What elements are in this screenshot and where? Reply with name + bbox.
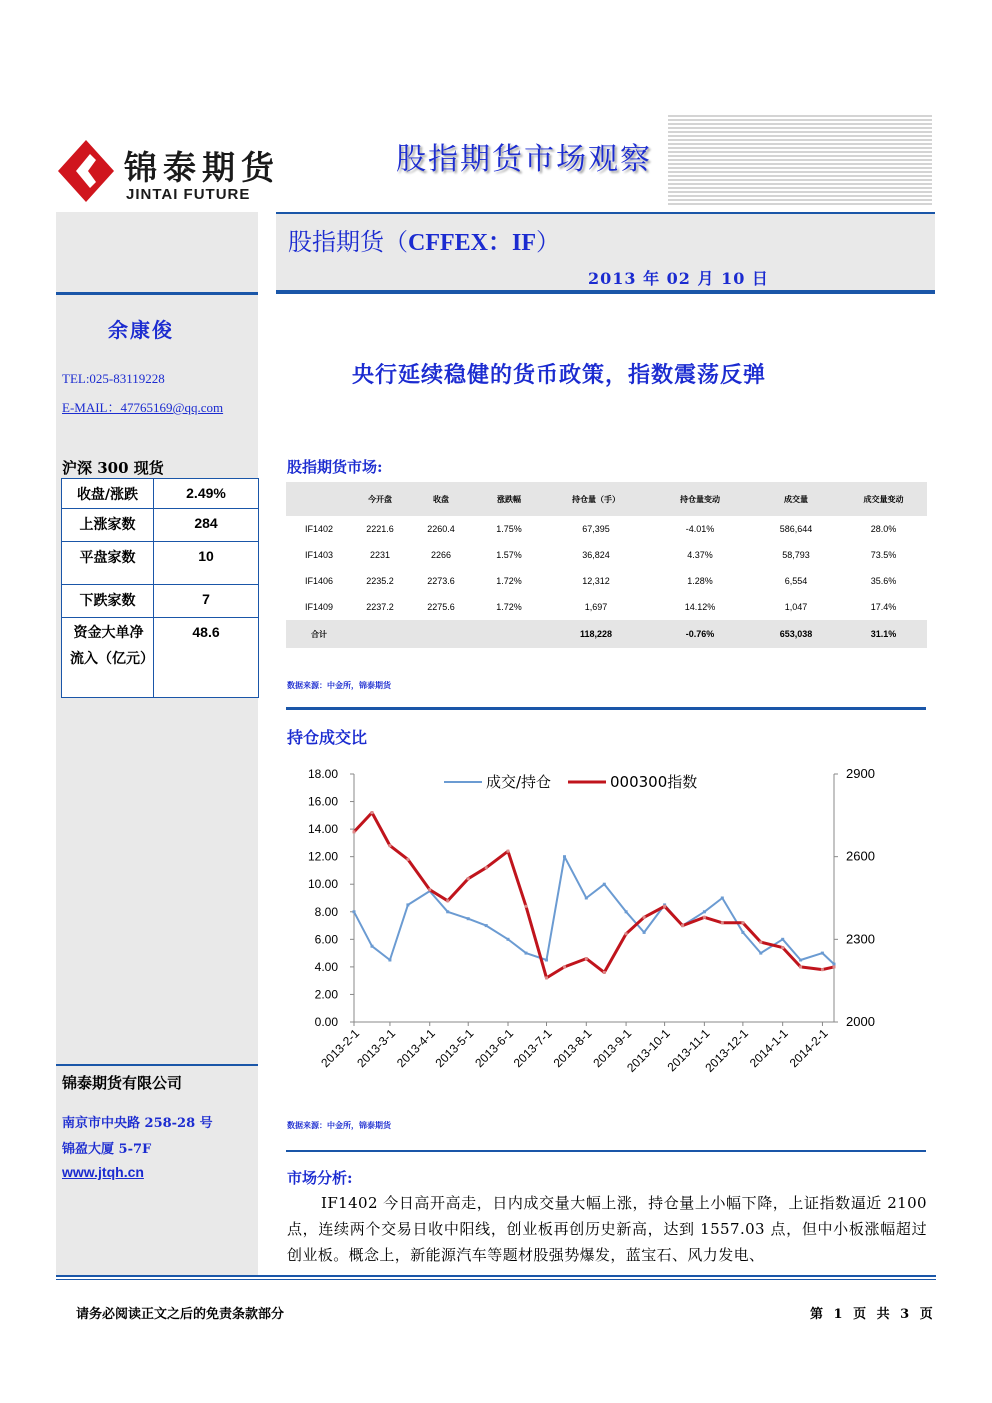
report-title: 股指期货市场观察 — [396, 142, 652, 177]
market-section-title: 股指期货市场: — [287, 458, 383, 476]
table-cell: 1.28% — [687, 576, 713, 586]
y-tick-label-left: 4.00 — [314, 959, 338, 974]
series-line — [354, 857, 834, 964]
spot-market-table — [61, 478, 259, 698]
table-cell — [474, 620, 544, 648]
sidebar-divider — [56, 292, 258, 295]
spot-label: 资金大单净流入（亿元） — [62, 618, 154, 698]
chart-title: 持仓成交比 — [287, 728, 368, 747]
table-cell: 35.6% — [870, 576, 897, 586]
table-cell: 2266 — [430, 550, 452, 560]
data-point — [371, 945, 374, 948]
table-cell: 118,228 — [544, 620, 648, 648]
table-row — [286, 568, 927, 594]
spot-value: 7 — [154, 585, 259, 618]
table-row — [62, 509, 259, 542]
table-row — [62, 618, 259, 698]
spot-value: 2.49% — [154, 479, 259, 509]
column-header: 今开盘 — [352, 482, 408, 516]
section-divider — [286, 707, 926, 710]
decorative-stripes — [668, 115, 932, 207]
table-cell: 2260.4 — [427, 524, 455, 534]
x-tick-label: 2013-5-1 — [432, 1026, 477, 1071]
data-point — [485, 924, 488, 927]
y-tick-label-left: 8.00 — [314, 904, 338, 919]
data-point — [643, 916, 646, 919]
spot-market-title: 沪深 300 现货 — [62, 459, 164, 477]
x-tick-label: 2013-11-1 — [664, 1026, 713, 1075]
data-point — [585, 897, 588, 900]
footer-divider — [56, 1275, 936, 1277]
spot-label: 上涨家数 — [62, 509, 154, 542]
y-tick-label-left: 2.00 — [314, 987, 338, 1002]
x-tick-label: 2013-7-1 — [510, 1026, 555, 1071]
table-cell: 36,824 — [582, 550, 610, 560]
table-cell: 1.72% — [496, 576, 522, 586]
table-cell: 58,793 — [782, 550, 810, 560]
data-point — [681, 924, 684, 927]
section-name-prefix: 股指期货（ — [288, 228, 408, 256]
data-point — [563, 855, 566, 858]
data-point — [663, 905, 666, 908]
sidebar-divider — [56, 1064, 258, 1066]
table-cell: 1,047 — [784, 602, 808, 612]
table-cell: 31.1% — [840, 620, 927, 648]
x-tick-label: 2013-2-1 — [318, 1026, 363, 1071]
spot-label: 下跌家数 — [62, 585, 154, 618]
table-cell: 653,038 — [752, 620, 840, 648]
y-tick-label-right: 2900 — [846, 766, 875, 781]
section-code: CFFEX：IF — [408, 230, 536, 256]
data-point — [759, 941, 762, 944]
table-cell: IF1406 — [304, 576, 334, 586]
section-name — [288, 222, 560, 257]
author-phone: TEL:025-83119228 — [62, 371, 165, 386]
y-tick-label-left: 10.00 — [307, 877, 338, 892]
data-point — [525, 905, 528, 908]
data-point — [603, 971, 606, 974]
data-point — [833, 963, 836, 966]
data-point — [525, 952, 528, 955]
data-point — [603, 883, 606, 886]
data-point — [563, 965, 566, 968]
data-point — [703, 916, 706, 919]
data-point — [428, 888, 431, 891]
table-cell: 17.4% — [870, 602, 897, 612]
x-tick-label: 2014-2-1 — [786, 1026, 831, 1071]
spot-label: 平盘家数 — [62, 542, 154, 585]
data-point — [741, 921, 744, 924]
data-point — [507, 850, 510, 853]
data-point — [353, 830, 356, 833]
data-point — [721, 921, 724, 924]
y-tick-label-left: 12.00 — [307, 849, 338, 864]
table-cell: 1.75% — [496, 524, 522, 534]
table-cell: 73.5% — [870, 550, 897, 560]
table-row — [286, 594, 927, 620]
table-cell: 1.57% — [496, 550, 522, 560]
data-point — [446, 899, 449, 902]
chart-axes — [308, 766, 875, 1075]
data-point — [371, 811, 374, 814]
logo-chinese-name: 锦泰期货 — [124, 148, 280, 187]
table-cell: -0.76% — [648, 620, 752, 648]
y-tick-label-right: 2000 — [846, 1014, 875, 1029]
y-tick-label-right: 2300 — [846, 931, 875, 947]
y-tick-label-left: 18.00 — [307, 767, 338, 781]
column-header: 持仓量变动 — [648, 482, 752, 516]
x-tick-label: 2013-6-1 — [472, 1026, 517, 1071]
company-address-line: 南京市中央路 258-28 号 — [62, 1116, 213, 1131]
table-cell: 67,395 — [582, 524, 610, 534]
table-cell: 4.37% — [687, 550, 713, 560]
y-tick-label-right: 2600 — [846, 848, 875, 864]
data-point — [799, 959, 802, 962]
ratio-index-chart — [286, 755, 926, 1100]
report-date: 2013 年 02 月 10 日 — [588, 269, 769, 288]
data-point — [643, 931, 646, 934]
section-name-suffix: ） — [536, 228, 560, 256]
x-tick-label: 2013-12-1 — [702, 1026, 751, 1075]
data-point — [485, 866, 488, 869]
table-cell: -4.01% — [685, 524, 715, 534]
column-header: 成交量变动 — [840, 482, 927, 516]
legend-label: 成交/持仓 — [486, 773, 552, 791]
spot-label: 收盘/涨跌 — [62, 479, 154, 509]
data-point — [821, 968, 824, 971]
table-cell: 1.72% — [496, 602, 522, 612]
x-tick-label: 2013-8-1 — [550, 1026, 595, 1071]
table-cell: 2275.6 — [427, 602, 455, 612]
table-cell: 2231 — [369, 550, 391, 560]
table-cell: IF1403 — [304, 550, 334, 560]
y-tick-label-left: 6.00 — [314, 932, 338, 947]
data-point — [507, 938, 510, 941]
table-cell: IF1409 — [304, 602, 334, 612]
table-row — [286, 516, 927, 542]
logo-english-name: JINTAI FUTURE — [126, 186, 251, 203]
data-point — [353, 910, 356, 913]
y-tick-label-left: 16.00 — [307, 794, 338, 809]
data-point — [467, 877, 470, 880]
company-name: 锦泰期货有限公司 — [62, 1074, 183, 1092]
data-point — [625, 910, 628, 913]
data-point — [721, 897, 724, 900]
table-cell: 2235.2 — [366, 576, 394, 586]
data-point — [585, 957, 588, 960]
data-point — [741, 931, 744, 934]
table-data-source: 数据来源：中金所，锦泰期货 — [287, 680, 391, 690]
table-header-row — [286, 482, 927, 516]
data-point — [406, 903, 409, 906]
data-point — [799, 965, 802, 968]
data-point — [388, 844, 391, 847]
author-email-link[interactable]: E-MAIL：47765169@qq.com — [62, 400, 224, 415]
legend-label: 000300指数 — [610, 773, 698, 791]
spot-value: 284 — [154, 509, 259, 542]
table-cell: 2273.6 — [427, 576, 455, 586]
section-divider — [286, 1150, 926, 1152]
table-cell: 14.12% — [684, 602, 716, 612]
table-cell: 586,644 — [779, 524, 813, 534]
table-cell — [352, 620, 408, 648]
data-point — [446, 910, 449, 913]
y-tick-label-left: 14.00 — [307, 822, 338, 837]
company-address-line: 锦盈大厦 5-7F — [62, 1142, 152, 1157]
table-cell: IF1402 — [304, 524, 334, 534]
data-point — [406, 858, 409, 861]
spot-value: 10 — [154, 542, 259, 585]
headline: 央行延续稳健的货币政策，指数震荡反弹 — [352, 362, 767, 388]
table-row — [62, 479, 259, 509]
data-point — [545, 959, 548, 962]
x-tick-label: 2013-10-1 — [624, 1026, 673, 1075]
page-number: 第 1 页 共 3 页 — [810, 1307, 936, 1322]
column-header: 收盘 — [408, 482, 474, 516]
footer-divider — [56, 1279, 936, 1280]
chart-data-source: 数据来源：中金所，锦泰期货 — [287, 1120, 391, 1130]
futures-market-table — [286, 482, 927, 648]
data-point — [703, 910, 706, 913]
chart-series — [353, 811, 836, 979]
chart-legend — [444, 773, 697, 791]
table-row — [62, 542, 259, 585]
x-tick-label: 2014-1-1 — [746, 1026, 791, 1071]
table-cell: 1,697 — [584, 602, 608, 612]
column-header: 持仓量（手） — [544, 482, 648, 516]
table-cell: 12,312 — [582, 576, 610, 586]
data-point — [467, 917, 470, 920]
analysis-title: 市场分析: — [287, 1169, 353, 1187]
spot-value: 48.6 — [154, 618, 259, 698]
table-cell: 28.0% — [870, 524, 897, 534]
data-point — [625, 932, 628, 935]
table-row — [62, 585, 259, 618]
column-header — [286, 482, 352, 516]
table-cell: 合计 — [286, 620, 352, 648]
data-point — [833, 965, 836, 968]
column-header: 涨跌幅 — [474, 482, 544, 516]
data-point — [759, 952, 762, 955]
table-cell — [408, 620, 474, 648]
data-point — [388, 959, 391, 962]
x-tick-label: 2013-4-1 — [393, 1026, 438, 1071]
author-name: 余康俊 — [108, 318, 174, 342]
analysis-paragraph: IF1402 今日高开高走，日内成交量大幅上涨，持仓量上小幅下降，上证指数逼近 2100 点，连续两个交易日收中阳线，创业板再创历史新高，达到 1557.03 点，但中小板涨幅超过创业板。概念上，新能源汽车等题材股强势爆发，蓝宝石、风力发电、 — [287, 1194, 927, 1264]
table-total-row — [286, 620, 927, 648]
column-header: 成交量 — [752, 482, 840, 516]
table-cell: 2237.2 — [366, 602, 394, 612]
y-tick-label-left: 0.00 — [314, 1015, 338, 1029]
x-tick-label: 2013-3-1 — [354, 1026, 399, 1071]
company-logo-mark-icon — [58, 140, 114, 202]
disclaimer-note: 请务必阅读正文之后的免责条款部分 — [76, 1307, 285, 1322]
table-cell: 6,554 — [784, 576, 808, 586]
company-website-link[interactable]: www.jtqh.cn — [62, 1164, 144, 1180]
data-point — [781, 938, 784, 941]
data-point — [781, 946, 784, 949]
x-tick-label: 2013-9-1 — [590, 1026, 635, 1071]
data-point — [545, 976, 548, 979]
table-row — [286, 542, 927, 568]
data-point — [821, 952, 824, 955]
table-cell: 2221.6 — [366, 524, 394, 534]
